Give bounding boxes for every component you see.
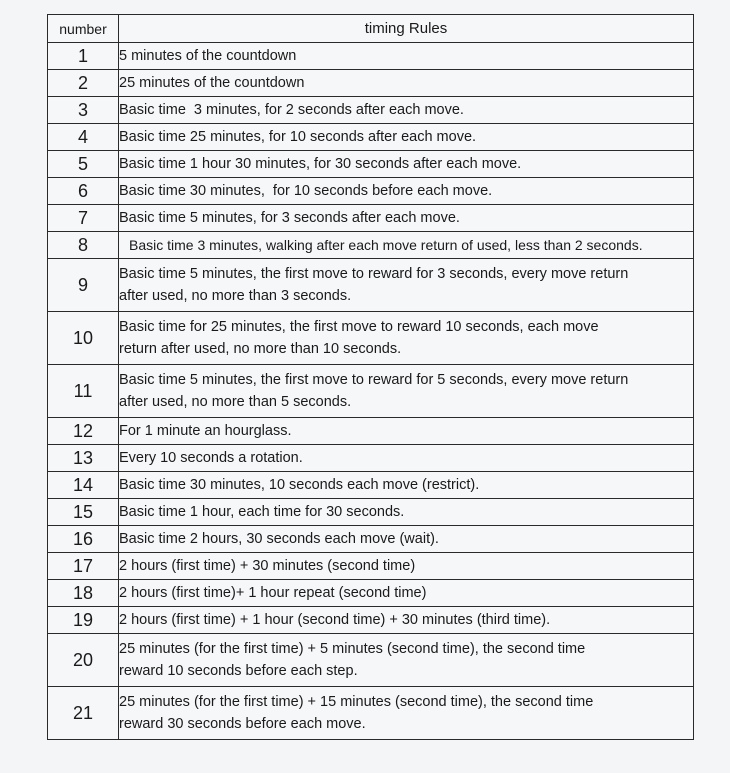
row-rule: Basic time 1 hour 30 minutes, for 30 seconds after each move. xyxy=(119,151,694,178)
table-row xyxy=(48,43,694,70)
table-row xyxy=(48,259,694,312)
row-number: 1 xyxy=(48,43,119,70)
column-header-number: number xyxy=(48,15,119,43)
row-number: 8 xyxy=(48,232,119,259)
row-number: 14 xyxy=(48,472,119,499)
table-row xyxy=(48,607,694,634)
row-number: 15 xyxy=(48,499,119,526)
row-rule: Basic time 5 minutes, the first move to reward for 5 seconds, every move return after used, no more than 5 seconds. xyxy=(119,365,694,418)
table-row xyxy=(48,312,694,365)
row-number: 19 xyxy=(48,607,119,634)
row-number: 13 xyxy=(48,445,119,472)
row-number: 9 xyxy=(48,259,119,312)
row-rule: Basic time 30 minutes, 10 seconds each move (restrict). xyxy=(119,472,694,499)
table-row xyxy=(48,70,694,97)
table-row xyxy=(48,580,694,607)
table-row xyxy=(48,205,694,232)
row-rule: Basic time 3 minutes, for 2 seconds after each move. xyxy=(119,97,694,124)
row-rule: Basic time 30 minutes, for 10 seconds before each move. xyxy=(119,178,694,205)
row-number: 3 xyxy=(48,97,119,124)
table-row xyxy=(48,526,694,553)
table-row xyxy=(48,124,694,151)
row-rule: 25 minutes (for the first time) + 15 minutes (second time), the second time reward 30 seconds before each move. xyxy=(119,687,694,740)
row-rule: Basic time for 25 minutes, the first move to reward 10 seconds, each move return after used, no more than 10 seconds. xyxy=(119,312,694,365)
table-row xyxy=(48,553,694,580)
row-rule: 25 minutes (for the first time) + 5 minutes (second time), the second time reward 10 seconds before each step. xyxy=(119,634,694,687)
row-number: 2 xyxy=(48,70,119,97)
row-number: 21 xyxy=(48,687,119,740)
row-number: 4 xyxy=(48,124,119,151)
table-row xyxy=(48,151,694,178)
row-rule: 2 hours (first time)+ 1 hour repeat (second time) xyxy=(119,580,694,607)
row-number: 7 xyxy=(48,205,119,232)
row-number: 12 xyxy=(48,418,119,445)
row-rule: 2 hours (first time) + 30 minutes (second time) xyxy=(119,553,694,580)
row-rule: 25 minutes of the countdown xyxy=(119,70,694,97)
table-row xyxy=(48,472,694,499)
row-number: 6 xyxy=(48,178,119,205)
row-rule: Basic time 3 minutes, walking after each move return of used, less than 2 seconds. xyxy=(119,232,694,259)
table-row xyxy=(48,232,694,259)
row-rule: Basic time 5 minutes, the first move to reward for 3 seconds, every move return after used, no more than 3 seconds. xyxy=(119,259,694,312)
row-number: 16 xyxy=(48,526,119,553)
row-number: 11 xyxy=(48,365,119,418)
table-row xyxy=(48,634,694,687)
row-rule: 5 minutes of the countdown xyxy=(119,43,694,70)
column-header-timing-rules: timing Rules xyxy=(119,15,694,43)
row-rule: For 1 minute an hourglass. xyxy=(119,418,694,445)
row-number: 20 xyxy=(48,634,119,687)
row-number: 18 xyxy=(48,580,119,607)
row-rule: Basic time 2 hours, 30 seconds each move (wait). xyxy=(119,526,694,553)
table-row xyxy=(48,445,694,472)
row-number: 10 xyxy=(48,312,119,365)
row-rule: Basic time 25 minutes, for 10 seconds after each move. xyxy=(119,124,694,151)
table-row xyxy=(48,418,694,445)
table-row xyxy=(48,499,694,526)
row-rule: Basic time 5 minutes, for 3 seconds after each move. xyxy=(119,205,694,232)
timing-rules-table xyxy=(47,14,694,740)
row-rule: 2 hours (first time) + 1 hour (second time) + 30 minutes (third time). xyxy=(119,607,694,634)
table-row xyxy=(48,97,694,124)
table-row xyxy=(48,365,694,418)
table-row xyxy=(48,178,694,205)
row-rule: Every 10 seconds a rotation. xyxy=(119,445,694,472)
row-number: 5 xyxy=(48,151,119,178)
table-row xyxy=(48,687,694,740)
row-number: 17 xyxy=(48,553,119,580)
row-rule: Basic time 1 hour, each time for 30 seconds. xyxy=(119,499,694,526)
table-header-row xyxy=(48,15,694,43)
